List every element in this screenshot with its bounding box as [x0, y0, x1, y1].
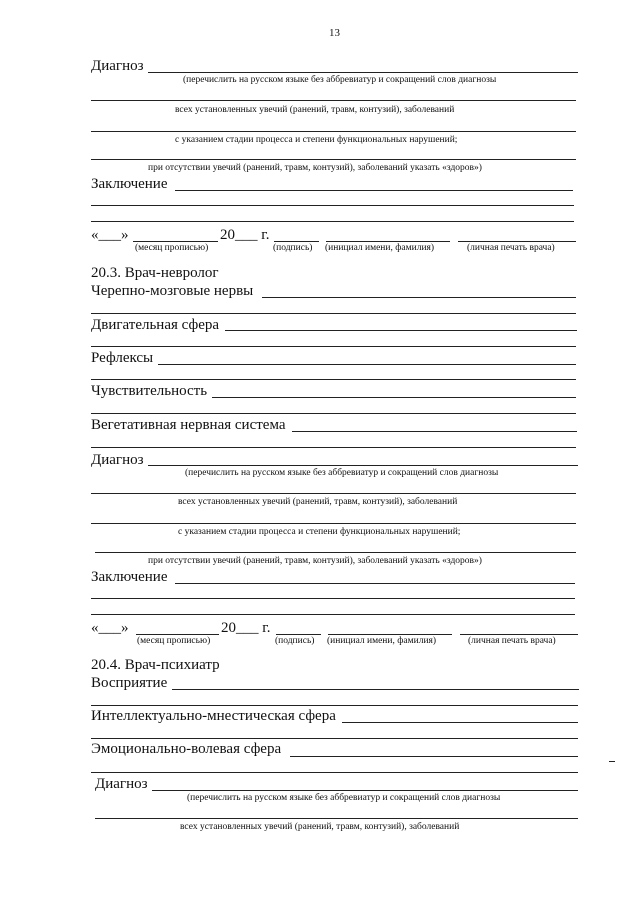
diagnosis-label: Диагноз	[91, 58, 144, 74]
intellect-line[interactable]	[342, 722, 578, 723]
diagnosis-line-4[interactable]	[91, 159, 576, 160]
neuro-stamp-hint: (личная печать врача)	[468, 636, 556, 646]
neuro-diagnosis-hint-1: (перечислить на русском языке без аббревиатур и сокращений слов диагнозы	[185, 468, 499, 478]
date-day: «___»	[91, 227, 129, 243]
cranial-nerves-line[interactable]	[262, 297, 576, 298]
emotional-line[interactable]	[290, 756, 578, 757]
motor-label: Двигательная сфера	[91, 317, 220, 333]
reflexes-label: Рефлексы	[91, 350, 154, 366]
neuro-date-month-line[interactable]	[136, 634, 219, 635]
neuro-diagnosis-hint-2: всех установленных увечий (ранений, травм, контузий), заболеваний	[178, 497, 458, 507]
psychiatrist-heading: 20.4. Врач-психиатр	[91, 657, 220, 673]
page-number: 13	[329, 27, 340, 39]
date-year-suffix: ___ г.	[235, 227, 270, 243]
motor-line[interactable]	[225, 330, 577, 331]
sensitivity-line[interactable]	[212, 397, 576, 398]
diagnosis-line-3[interactable]	[91, 131, 576, 132]
conclusion-line-2[interactable]	[91, 205, 574, 206]
margin-mark	[609, 761, 615, 762]
neuro-signature-hint: (подпись)	[275, 636, 315, 646]
neuro-diagnosis-line-2[interactable]	[91, 493, 576, 494]
autonomic-line-2[interactable]	[91, 447, 576, 448]
autonomic-line[interactable]	[292, 431, 577, 432]
neuro-diagnosis-hint-4: при отсутствии увечий (ранений, травм, контузий), заболеваний указать «здоров»)	[148, 556, 482, 566]
neuro-date-year-prefix: 20	[221, 620, 236, 636]
diagnosis-hint-3: с указанием стадии процесса и степени функциональных нарушений;	[175, 135, 458, 145]
neuro-diagnosis-line[interactable]	[148, 465, 578, 466]
neuro-diagnosis-label: Диагноз	[91, 452, 144, 468]
sensitivity-label: Чувствительность	[91, 383, 208, 399]
neuro-diagnosis-line-4[interactable]	[95, 552, 576, 553]
psych-diagnosis-line-2[interactable]	[95, 818, 578, 819]
neuro-month-hint: (месяц прописью)	[137, 636, 211, 646]
diagnosis-hint-1: (перечислить на русском языке без аббревиатур и сокращений слов диагнозы	[183, 75, 497, 85]
cranial-nerves-label: Черепно-мозговые нервы	[91, 283, 254, 299]
emotional-line-2[interactable]	[91, 772, 578, 773]
neuro-conclusion-line-3[interactable]	[91, 614, 575, 615]
month-hint: (месяц прописью)	[135, 243, 209, 253]
diagnosis-hint-2: всех установленных увечий (ранений, травм, контузий), заболеваний	[175, 105, 455, 115]
neuro-initials-line[interactable]	[328, 634, 452, 635]
date-year-prefix: 20	[220, 227, 235, 243]
reflexes-line-2[interactable]	[91, 379, 576, 380]
neuro-signature-line[interactable]	[276, 634, 321, 635]
conclusion-line[interactable]	[175, 190, 573, 191]
autonomic-label: Вегетативная нервная система	[91, 417, 286, 433]
sensitivity-line-2[interactable]	[91, 413, 576, 414]
intellect-label: Интеллектуально-мнестическая сфера	[91, 708, 336, 724]
initials-hint: (инициал имени, фамилия)	[325, 243, 435, 253]
signature-line[interactable]	[274, 241, 319, 242]
psych-diagnosis-hint-1: (перечислить на русском языке без аббревиатур и сокращений слов диагнозы	[187, 793, 501, 803]
psych-diagnosis-line[interactable]	[152, 790, 578, 791]
neuro-conclusion-line[interactable]	[175, 583, 575, 584]
date-month-line[interactable]	[133, 241, 218, 242]
neuro-diagnosis-hint-3: с указанием стадии процесса и степени функциональных нарушений;	[178, 527, 461, 537]
diagnosis-line-2[interactable]	[91, 100, 576, 101]
conclusion-label: Заключение	[91, 176, 168, 192]
intellect-line-2[interactable]	[91, 738, 578, 739]
neuro-initials-hint: (инициал имени, фамилия)	[327, 636, 437, 646]
emotional-label: Эмоционально-волевая сфера	[91, 741, 282, 757]
stamp-line[interactable]	[458, 241, 576, 242]
psych-diagnosis-hint-2: всех установленных увечий (ранений, травм, контузий), заболеваний	[180, 822, 460, 832]
stamp-hint: (личная печать врача)	[467, 243, 555, 253]
conclusion-line-3[interactable]	[91, 221, 574, 222]
perception-label: Восприятие	[91, 675, 168, 691]
neuro-date-year-suffix: ___ г.	[236, 620, 271, 636]
cranial-nerves-line-2[interactable]	[91, 313, 576, 314]
signature-hint: (подпись)	[273, 243, 313, 253]
neurologist-heading: 20.3. Врач-невролог	[91, 265, 219, 281]
neuro-conclusion-label: Заключение	[91, 569, 168, 585]
neuro-diagnosis-line-3[interactable]	[91, 523, 576, 524]
neuro-conclusion-line-2[interactable]	[91, 598, 575, 599]
diagnosis-hint-4: при отсутствии увечий (ранений, травм, контузий), заболеваний указать «здоров»)	[148, 163, 482, 173]
initials-line[interactable]	[326, 241, 450, 242]
motor-line-2[interactable]	[91, 346, 576, 347]
neuro-stamp-line[interactable]	[460, 634, 578, 635]
psych-diagnosis-label: Диагноз	[95, 776, 148, 792]
diagnosis-line[interactable]	[148, 72, 578, 73]
reflexes-line[interactable]	[158, 364, 576, 365]
perception-line[interactable]	[172, 689, 579, 690]
neuro-date-day: «___»	[91, 620, 129, 636]
perception-line-2[interactable]	[91, 705, 578, 706]
